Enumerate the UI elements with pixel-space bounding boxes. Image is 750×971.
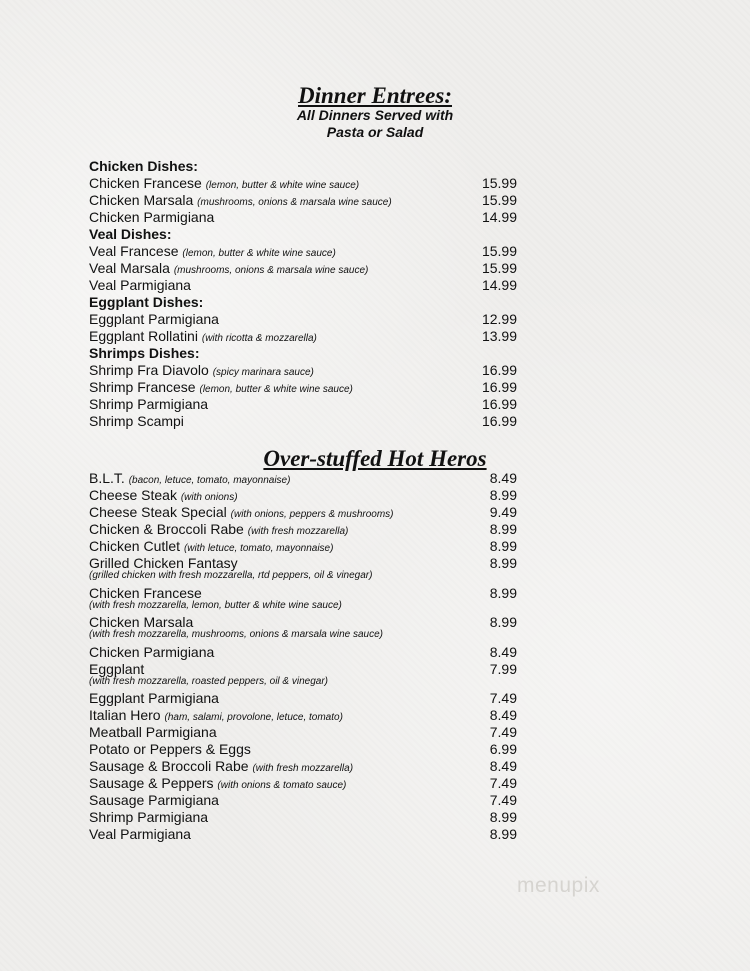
item-name: Shrimp Francese [89, 379, 196, 395]
item-name: Chicken Marsala [89, 192, 194, 208]
item-price: 15.99 [481, 192, 517, 208]
item-description: (with fresh mozzarella) [252, 763, 354, 774]
item-name: Veal Parmigiana [89, 277, 191, 293]
item-price: 8.49 [489, 707, 517, 723]
item-price: 9.49 [489, 504, 517, 520]
item-name: Grilled Chicken Fantasy [89, 555, 238, 571]
menu-item [89, 555, 517, 585]
item-price: 8.49 [489, 643, 517, 660]
item-name: Chicken Francese [89, 175, 202, 191]
menu-item [89, 826, 517, 843]
item-price: 8.99 [489, 809, 517, 825]
menu-item [89, 175, 517, 192]
dinner-subtitle-line2: Pasta or Salad [326, 124, 424, 140]
item-price: 12.99 [481, 311, 517, 327]
item-name: Shrimp Scampi [89, 413, 184, 429]
menu-item [89, 690, 517, 707]
item-price: 15.99 [481, 175, 517, 191]
item-name: Chicken Parmigiana [89, 209, 215, 225]
item-description: (mushrooms, onions & marsala wine sauce) [197, 197, 392, 208]
item-price: 15.99 [481, 243, 517, 259]
item-price: 8.99 [489, 538, 517, 554]
menu-item [89, 362, 517, 379]
item-name: Shrimp Parmigiana [89, 809, 209, 825]
item-description: (ham, salami, provolone, letuce, tomato) [164, 712, 343, 723]
item-price: 8.99 [489, 521, 517, 537]
menu-item [89, 724, 517, 741]
item-price: 7.49 [489, 724, 517, 740]
item-price: 8.99 [489, 826, 517, 842]
menupix-watermark: menupix [517, 874, 600, 897]
item-note: (with fresh mozzarella, mushrooms, onions & marsala wine sauce) [89, 629, 383, 640]
menu-item [89, 707, 517, 724]
hot-heros-list [89, 470, 517, 843]
item-description: (lemon, butter & white wine sauce) [205, 180, 360, 191]
item-price: 8.49 [489, 758, 517, 774]
menu-item [89, 192, 517, 209]
item-name: Sausage & Peppers [89, 775, 214, 791]
item-name: Potato or Peppers & Eggs [89, 741, 251, 757]
item-name: Chicken Marsala [89, 614, 194, 630]
item-name: Italian Hero [89, 707, 161, 723]
category-heading: Eggplant Dishes: [89, 294, 204, 310]
menu-item [89, 644, 517, 661]
item-price: 15.99 [481, 260, 517, 276]
item-description: (with onions, peppers & mushrooms) [230, 509, 394, 520]
item-name: Veal Francese [89, 243, 179, 259]
item-description: (with letuce, tomato, mayonnaise) [183, 543, 334, 554]
item-price: 7.99 [489, 660, 517, 677]
item-name: Chicken & Broccoli Rabe [89, 521, 244, 537]
menu-item [89, 470, 517, 487]
category-heading: Chicken Dishes: [89, 158, 198, 174]
item-name: Sausage & Broccoli Rabe [89, 758, 249, 774]
menu-item [89, 243, 517, 260]
item-name: Eggplant Parmigiana [89, 690, 219, 706]
menu-item [89, 379, 517, 396]
item-name: Eggplant Rollatini [89, 328, 198, 344]
item-name: Veal Parmigiana [89, 826, 191, 842]
menu-item [89, 585, 517, 615]
item-price: 8.99 [489, 614, 517, 630]
item-description: (bacon, letuce, tomato, mayonnaise) [128, 475, 291, 486]
item-description: (lemon, butter & white wine sauce) [199, 384, 353, 395]
menu-item [89, 538, 517, 555]
item-description: (with fresh mozzarella) [247, 526, 349, 537]
dinner-entrees-list [89, 158, 517, 430]
menu-item [89, 277, 517, 294]
menu-item [89, 741, 517, 758]
item-price: 7.49 [489, 792, 517, 808]
item-name: Cheese Steak Special [89, 504, 227, 520]
item-name: Meatball Parmigiana [89, 724, 217, 740]
item-price: 13.99 [481, 328, 517, 344]
dinner-subtitle-line1: All Dinners Served with [296, 107, 454, 123]
item-description: (lemon, butter & white wine sauce) [182, 248, 336, 259]
item-name: Sausage Parmigiana [89, 792, 219, 808]
item-price: 14.99 [481, 277, 517, 293]
item-price: 16.99 [481, 379, 517, 395]
menu-item [89, 775, 517, 792]
item-note: (grilled chicken with fresh mozzarella, rtd peppers, oil & vinegar) [89, 570, 373, 581]
menu-item [89, 758, 517, 775]
item-price: 8.49 [489, 470, 517, 486]
menu-item [89, 504, 517, 521]
item-price: 16.99 [481, 362, 517, 378]
menu-item [89, 521, 517, 538]
item-name: B.L.T. [89, 470, 125, 486]
item-price: 8.99 [489, 487, 517, 503]
item-note: (with fresh mozzarella, roasted peppers, oil & vinegar) [89, 675, 328, 687]
item-price: 16.99 [481, 413, 517, 429]
hot-heros-title: Over-stuffed Hot Heros [263, 446, 487, 471]
item-price: 6.99 [489, 741, 517, 757]
item-price: 8.99 [489, 555, 517, 571]
item-name: Shrimp Fra Diavolo [89, 362, 209, 378]
menu-item [89, 487, 517, 504]
item-price: 16.99 [481, 396, 517, 412]
menu-item [89, 809, 517, 826]
item-description: (spicy marinara sauce) [212, 367, 314, 378]
item-price: 8.99 [489, 584, 517, 601]
item-description: (with onions & tomato sauce) [217, 780, 347, 791]
menu-item [89, 328, 517, 345]
dinner-entrees-title: Dinner Entrees: [298, 83, 452, 108]
item-description: (mushrooms, onions & marsala wine sauce) [173, 265, 369, 276]
item-description: (with ricotta & mozzarella) [201, 333, 317, 344]
item-description: (with onions) [180, 492, 238, 503]
menu-item [89, 792, 517, 809]
item-price: 7.49 [489, 775, 517, 791]
item-name: Shrimp Parmigiana [89, 396, 209, 412]
menu-item [89, 413, 517, 430]
item-name: Eggplant [89, 660, 145, 677]
menu-item [89, 661, 517, 691]
item-name: Cheese Steak [89, 487, 177, 503]
menu-item [89, 396, 517, 413]
menu-item [89, 614, 517, 644]
menu-item [89, 260, 517, 277]
item-price: 7.49 [489, 690, 517, 706]
category-heading: Shrimps Dishes: [89, 345, 200, 361]
item-name: Chicken Francese [89, 584, 202, 601]
item-name: Veal Marsala [89, 260, 170, 276]
item-price: 14.99 [481, 209, 517, 225]
item-name: Eggplant Parmigiana [89, 311, 219, 327]
category-heading: Veal Dishes: [89, 226, 172, 242]
item-name: Chicken Parmigiana [89, 643, 215, 660]
item-note: (with fresh mozzarella, lemon, butter & white wine sauce) [89, 599, 342, 611]
menu-item [89, 209, 517, 226]
menu-item [89, 311, 517, 328]
item-name: Chicken Cutlet [89, 538, 181, 554]
